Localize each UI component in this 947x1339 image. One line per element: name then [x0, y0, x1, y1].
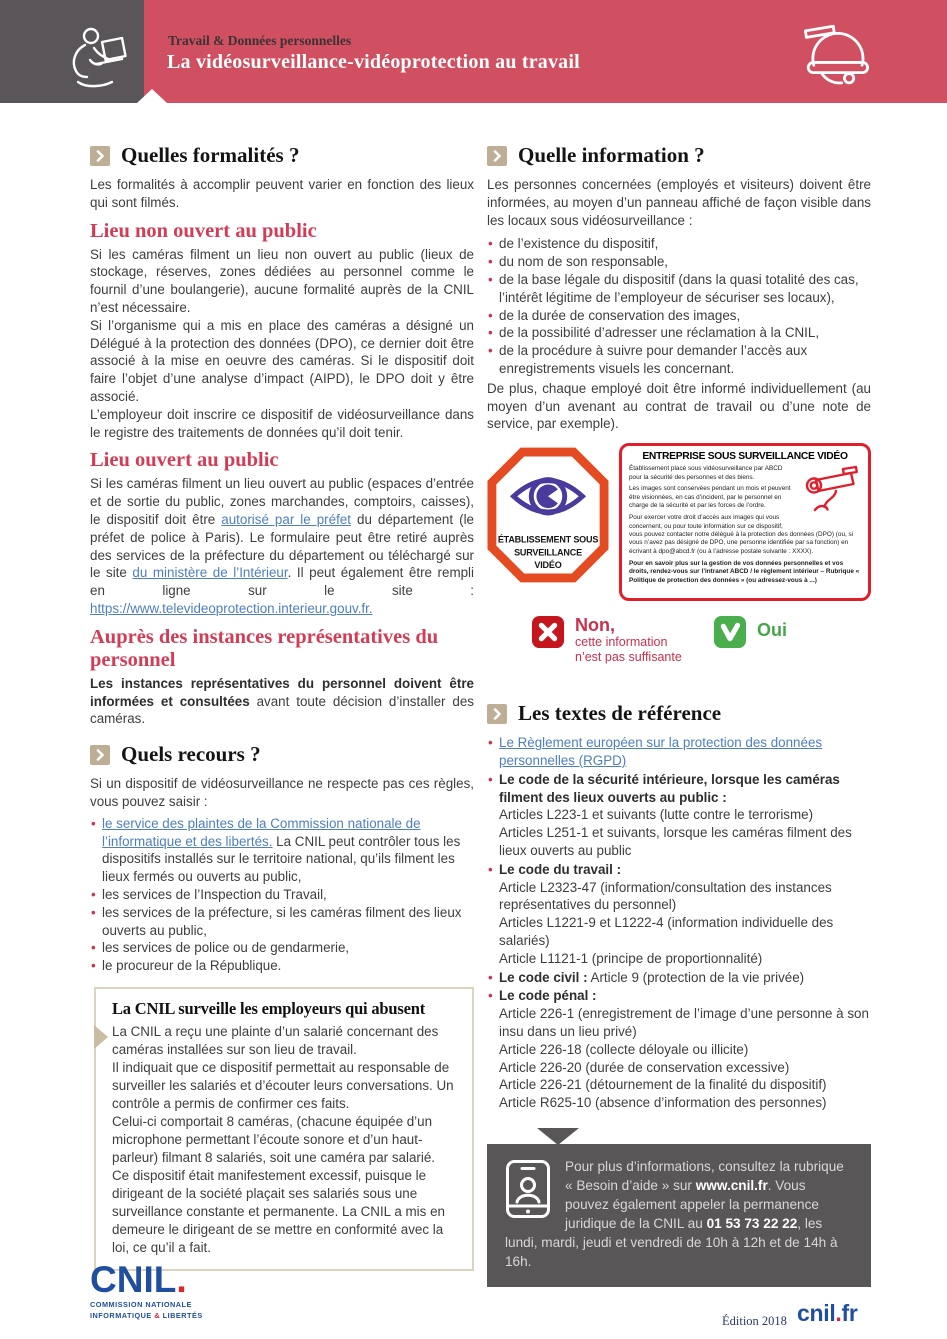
phone-contact-icon — [505, 1159, 551, 1219]
cnil-fr-dot: . — [835, 1300, 842, 1326]
ampersand: & — [154, 1311, 161, 1320]
chevron-icon — [487, 146, 507, 166]
cnil-logo-subline2 — [90, 1311, 203, 1320]
bold-run: Le code de la sécurité intérieure, lorsque les caméras filment des lieux ouverts au public : — [499, 771, 840, 805]
section-heading-information — [487, 143, 871, 168]
list-item — [487, 861, 871, 968]
text-run: fr — [841, 1300, 858, 1326]
case-box-arrow-icon — [94, 1025, 108, 1049]
text-run: . Il peut également être rempli en ligne sur le site : — [90, 565, 475, 599]
no-caption-line1: cette information — [575, 635, 668, 650]
check-icon — [713, 615, 747, 649]
text-run: INFORMATIQUE — [90, 1311, 155, 1320]
chevron-icon — [487, 704, 507, 724]
reference-line: Article R625-10 (absence d’information des personnes) — [499, 1095, 827, 1111]
verdict-row — [487, 613, 871, 699]
text-run: . Vous pouvez également appeler la permanence juridique de la CNIL au — [565, 1177, 819, 1231]
verdict-no-text — [575, 615, 682, 665]
chevron-icon — [90, 745, 110, 765]
no-label: Non, — [575, 615, 615, 636]
list-item — [487, 987, 871, 1112]
cnil-logo-wordmark — [90, 1259, 203, 1300]
paragraph — [90, 475, 474, 617]
section-title: Les textes de référence — [518, 701, 722, 726]
help-text — [505, 1157, 853, 1271]
paragraph: Si l’organisme qui a mis en place des caméras a désigné un Délégué à la protection des données (DPO), ce dernier doit être associé à la mise en oeuvre des caméras. Si le dispositif doit faire l’objet d’une analyse d’impact (AIPD), le DPO doit y être associé. — [90, 317, 474, 404]
list-item — [90, 815, 474, 886]
subheading-instances: Auprès des instances représentatives du personnel — [90, 625, 439, 671]
cross-icon — [531, 615, 565, 649]
cnil-fr-logo — [797, 1300, 858, 1327]
text-run: Si les caméras filment un lieu ouvert au public (espaces d’entrée et de sortie du public, zones marchandes, comptoirs, caisses), le dispositif doit être — [90, 476, 474, 527]
paragraph — [90, 675, 474, 728]
text-run: La CNIL peut contrôler tous les dispositifs installés sur le territoire national, qu’ils filment les lieux fermés ou ouverts au public, — [102, 833, 461, 885]
link-televideoprotection[interactable]: https://www.televideoprotection.interieur.gouv.fr. — [90, 600, 373, 616]
paragraph: Les personnes concernées (employés et visiteurs) doivent être informées, au moyen d’un panneau affiché de façon visible dans les locaux sous vidéosurveillance : — [487, 177, 871, 228]
reference-line: Articles L223-1 et suivants (lutte contre le terrorisme) — [499, 807, 814, 823]
edition-label: Édition 2018 — [722, 1314, 787, 1328]
text-run: LIBERTÉS — [160, 1311, 203, 1320]
link-service-plaintes-cnil[interactable]: le service des plaintes de la Commission nationale de l’informatique et des libertés. — [102, 815, 421, 849]
reference-line: Articles L1221-9 et L1222-4 (information individuelle des salariés) — [499, 915, 834, 948]
person-at-laptop-icon — [66, 26, 130, 97]
reference-line: Article 226-1 (enregistrement de l’image d’une personne à son insu dans un lieu privé) — [499, 1006, 869, 1039]
list-item: • les services de la préfecture, si les caméras filment des lieux ouverts au public, — [90, 904, 474, 940]
paragraph: L’employeur doit inscrire ce dispositif de vidéosurveillance dans le registre des traitements de données qu’il doit tenir. — [90, 406, 474, 440]
paragraph: Il indiquait que ce dispositif permettait au responsable de surveiller les salariés et d’écouter leurs conversations. Un contrôle a permis de confirmer ces faits. — [112, 1059, 454, 1111]
list-item: • du nom de son responsable, — [487, 253, 871, 271]
reference-line: Article L1121-1 (principe de proportionnalité) — [499, 950, 763, 966]
text-run: Pour plus d’informations, consultez la rubrique « Besoin d’aide » sur — [565, 1158, 844, 1193]
paragraph: Si les caméras filment un lieu non ouvert au public (lieux de stockage, réserves, zones dédiées au personnel comme le fournil d’une boulangerie), aucune formalité auprès de la CNIL n’est nécessaire. — [90, 246, 474, 315]
cnil-logo-text: CNIL — [90, 1259, 177, 1300]
paragraph: Celui-ci comportait 8 caméras, (chacune équipée d’un microphone permettant l’écoute sonore et d’un haut-parleur) filmant 8 salariés, soit une caméra par salarié. — [112, 1113, 436, 1165]
list-item — [487, 734, 871, 770]
section-title: Quelles formalités ? — [121, 143, 300, 167]
header-kicker: Travail & Données personnelles — [168, 33, 352, 48]
reference-line: Article 226-20 (durée de conservation excessive) — [499, 1059, 790, 1075]
list-item: • les services de l’Inspection du Travail, — [90, 886, 474, 904]
reference-line: Articles L251-1 et suivants, lorsque les caméras filment des lieux ouverts au public — [499, 825, 852, 858]
cnil-logo-subline1: COMMISSION NATIONALE — [90, 1300, 192, 1309]
octagon-text-line2: SURVEILLANCE — [514, 547, 582, 558]
panel-paragraph: Pour exercer votre droit d’accès aux images qui vous concernent, ou pour toute information sur ce dispositif, vous pouvez contacter notre délégué à la protection des données (DPO) (ou, si vous n’avez pas désigné de DPO, une personne identifiée par sa fonction) en écrivant à dpo@abcd.fr (ou à l’adresse postale suivante : XXXX). — [629, 514, 854, 555]
panel-title: ENTREPRISE SOUS SURVEILLANCE VIDÉO — [642, 451, 848, 463]
text-run: Article 9 (protection de la vie privée) — [587, 969, 805, 985]
octagon-text-line1: ÉTABLISSEMENT SOUS — [497, 534, 599, 545]
text-run: du département (le préfet de police à Paris). Le formulaire peut être retiré auprès des services de la préfecture du département ou téléchargé sur le site — [90, 511, 474, 581]
subheading-lieu-ouvert: Lieu ouvert au public — [90, 449, 279, 472]
help-info-box — [487, 1144, 871, 1287]
panel-paragraph: Les images sont conservées pendant un mois et peuvent être visionnées, en cas d’incident, par le personnel en charge de la sécurité et par les forces de l’ordre. — [629, 485, 791, 510]
bold-run: Le code du travail : — [499, 861, 622, 877]
list-item: • de la base légale du dispositif (dans la quasi totalité des cas, l’intérêt légitime de l’employeur de sécuriser ses locaux), — [487, 271, 871, 307]
reference-line: Article 226-21 (détournement de la finalité du dispositif) — [499, 1077, 827, 1093]
list-item: • de la possibilité d’adresser une réclamation à la CNIL, — [487, 324, 871, 342]
left-column — [90, 143, 474, 1271]
page-title: La vidéosurveillance-vidéoprotection au travail — [167, 51, 580, 73]
reference-line: Article 226-18 (collecte déloyale ou illicite) — [499, 1041, 749, 1057]
chevron-icon — [90, 146, 110, 166]
link-prefet[interactable]: autorisé par le préfet — [221, 511, 351, 527]
bold-run: Le code civil : — [499, 969, 588, 985]
information-list — [487, 235, 871, 377]
section-heading-recours — [90, 742, 474, 767]
cnil-logo — [90, 1259, 203, 1320]
panel-paragraph-bold: Pour en savoir plus sur la gestion de vos données personnelles et vos droits, rendez-vous sur l’intranet ABCD / le règlement intérieur – Rubrique « Politique de protection des données » (ou adressez-vous à ...) — [629, 559, 860, 584]
verdict-yes — [713, 615, 787, 649]
right-column — [487, 143, 871, 1287]
info-box-notch — [537, 1128, 579, 1145]
verdict-no — [531, 615, 682, 665]
link-ministere-interieur[interactable]: du ministère de l’Intérieur — [132, 565, 288, 581]
recours-list — [90, 815, 474, 975]
subheading-lieu-non-ouvert: Lieu non ouvert au public — [90, 219, 317, 242]
paragraph: Ce dispositif était manifestement excessif, puisque le dirigeant de la société plaçait ses salariés sous une surveillance constante et permanente. La CNIL a mis en demeure le dirigeant de se mettre en conformité avec la loi, ce qu’il a fait. — [112, 1167, 445, 1255]
list-item — [487, 771, 871, 860]
list-item: • de la durée de conservation des images, — [487, 307, 871, 325]
paragraph: La CNIL a reçu une plainte d’un salarié concernant des caméras installées sur son lieu de travail. — [112, 1023, 439, 1057]
header-notch — [137, 89, 167, 103]
cnil-url[interactable]: www.cnil.fr — [695, 1177, 768, 1193]
dome-camera-icon — [798, 18, 876, 97]
octagon-text-line3: VIDÉO — [534, 560, 562, 571]
list-item: • les services de police ou de gendarmerie, — [90, 939, 474, 957]
phone-number: 01 53 73 22 22 — [706, 1215, 798, 1231]
list-item: • le procureur de la République. — [90, 957, 474, 975]
link-rgpd[interactable]: Le Règlement européen sur la protection des données personnelles (RGPD) — [499, 735, 823, 768]
reference-list — [487, 734, 871, 1112]
panel-camera-icon — [799, 465, 861, 523]
bold-run: Les instances représentatives du personnel doivent être informées et consultées — [90, 675, 474, 709]
case-box-title: La CNIL surveille les employeurs qui abusent — [112, 998, 425, 1018]
section-title: Quels recours ? — [121, 742, 261, 767]
section-heading-formalites — [90, 143, 474, 168]
eye-octagon-sign — [487, 447, 609, 583]
text-run: cnil — [797, 1300, 836, 1326]
case-study-box — [94, 987, 474, 1271]
paragraph: De plus, chaque employé doit être informé individuellement (au moyen d’un avenant au contrat de travail ou d’une note de service, par exemple). — [487, 380, 871, 432]
paragraph: Si un dispositif de vidéosurveillance ne respecte pas ces règles, vous pouvez saisir : — [90, 776, 474, 809]
list-item — [487, 969, 871, 987]
paragraph: Les formalités à accomplir peuvent varier en fonction des lieux qui sont filmés. — [90, 177, 474, 210]
no-caption-line2: n’est pas suffisante — [575, 650, 682, 665]
signage-examples — [487, 443, 871, 601]
panel-paragraph: Établissement placé sous vidéosurveillance par ABCD pour la sécurité des personnes et des biens. — [629, 465, 783, 481]
text-run: avant toute décision d’installer des caméras. — [90, 693, 474, 727]
yes-label: Oui — [757, 620, 787, 641]
cnil-logo-dot: . — [176, 1259, 187, 1300]
list-item: • de l’existence du dispositif, — [487, 235, 871, 253]
section-title: Quelle information ? — [518, 143, 705, 167]
bold-run: Le code pénal : — [499, 988, 597, 1004]
section-heading-textes — [487, 701, 871, 726]
surveillance-info-panel — [619, 443, 871, 601]
text-run: , les lundi, mardi, jeudi et vendredi de 10h à 12h et de 14h à 16h. — [505, 1215, 838, 1269]
reference-line: Article L2323-47 (information/consultation des instances représentatives du personnel) — [499, 879, 832, 913]
page-header — [0, 0, 947, 103]
list-item: • de la procédure à suivre pour demander l’accès aux enregistrements visuels les concernant. — [487, 342, 871, 378]
